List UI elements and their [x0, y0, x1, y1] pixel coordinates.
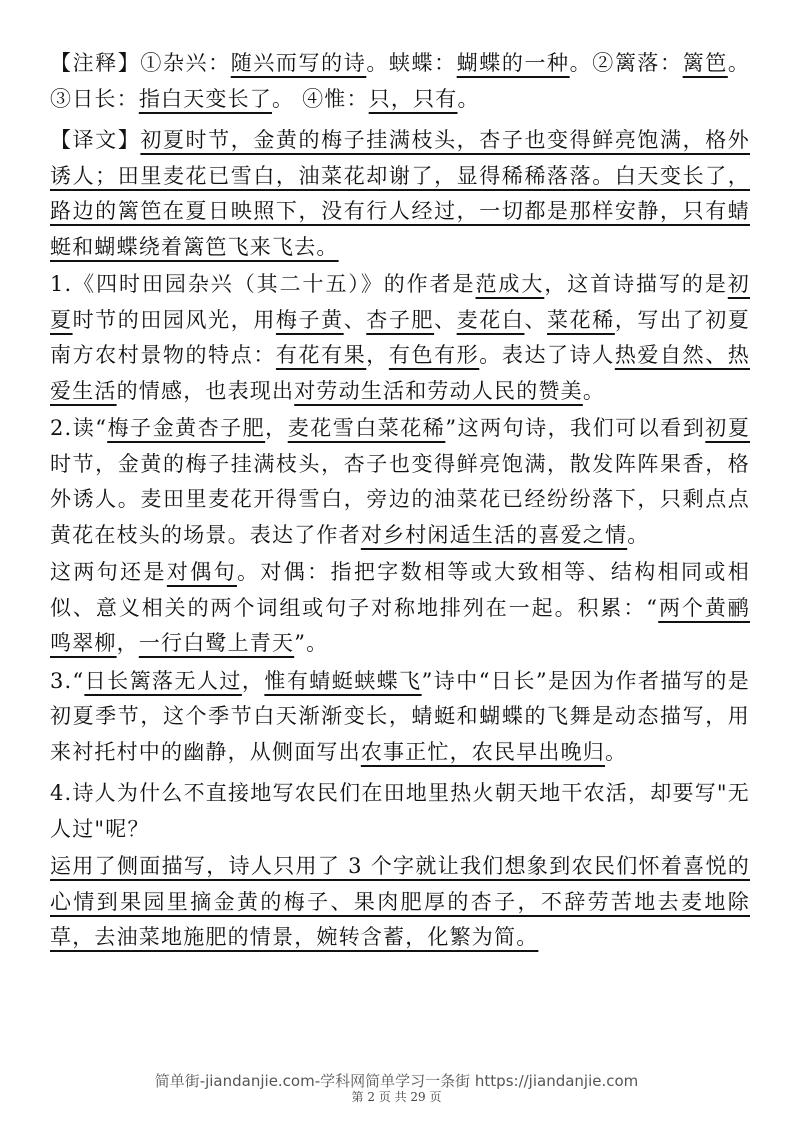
underlined-answer: 一行白鹭上青天: [138, 631, 295, 655]
text-segment: 。 ④惟：: [272, 86, 369, 111]
paragraph-5: [50, 555, 750, 662]
underlined-answer: 麦花白: [456, 307, 525, 332]
text-segment: 这两句还是: [50, 560, 167, 584]
text-segment: 【注释】①杂兴：: [50, 51, 231, 75]
text-segment: 、: [343, 307, 367, 332]
underlined-answer: 初夏时节，金黄的梅子挂满枝头，杏子也变得鲜亮饱满，格外诱人；田里麦花已雪白，油菜花却谢了，显得稀稀落落。白天变长了，路边的篱笆在夏日映照下，没有行人经过，一切都是那样安静，只有蜻蜓和蝴蝶绕着篱笆飞来飞去。: [50, 128, 750, 259]
underlined-answer: 有花有果: [275, 343, 367, 367]
paragraph-8: [50, 849, 750, 956]
text-segment: 。: [627, 522, 650, 547]
text-segment: 3.“: [50, 668, 85, 693]
underlined-answer: 有色有形: [388, 343, 480, 367]
underlined-answer: 指白天变长了: [138, 86, 273, 111]
underlined-answer: 梅子金黄杏子肥: [107, 416, 266, 440]
underlined-answer: 篱笆: [682, 51, 728, 75]
paragraph-4: [50, 411, 750, 553]
text-segment: 、: [434, 307, 457, 332]
underlined-answer: 杏子肥: [366, 307, 435, 332]
underlined-answer: 菜花稀: [547, 307, 615, 332]
underlined-answer: 麦花雪白菜花稀: [287, 416, 446, 440]
underlined-answer: 运用了侧面描写，诗人只用了 3 个字就让我们想象到农民们怀着喜悦的心情到果园里摘金黄的梅子、果肉肥厚的杏子，不辞劳苦地去麦地除草，去油菜地施肥的情景，婉转含蓄，化繁为简。: [50, 854, 750, 949]
text-segment: 2.读“: [50, 416, 108, 440]
text-segment: 。: [582, 378, 606, 403]
document-body: [50, 46, 750, 958]
text-segment: 时节，金黄的梅子挂满枝头，杏子也变得鲜亮饱满，散发阵阵果香，格外诱人。麦田里麦花开得雪白，旁边的油菜花已经纷纷落下，只剩点点黄花在枝头的场景。表达了作者: [50, 451, 750, 547]
underlined-answer: 对劳动生活和劳动人民的赞美: [294, 378, 583, 403]
text-segment: ，: [116, 631, 139, 655]
underlined-answer: 日长篱落无人过: [84, 668, 242, 693]
text-segment: 。蛱蝶：: [366, 51, 457, 75]
text-segment: 时节的田园风光，用: [72, 307, 276, 332]
text-segment: ”诗中“日长”是因为作者描写的是初夏季节，这个季节白天渐渐变长，蜻蜓和蝴蝶的飞舞是动态描写，用来衬托村中的幽静，从侧面写出: [50, 668, 750, 764]
text-segment: 、: [524, 307, 548, 332]
text-segment: ，: [241, 668, 265, 693]
paragraph-2: [50, 123, 750, 265]
paragraph-1: [50, 46, 750, 117]
underlined-answer: 只，只有: [368, 86, 458, 111]
text-segment: 。②篱落：: [569, 51, 683, 75]
text-segment: 。对偶：指把字数相等或大致相等、结构相同或相似、意义相关的两个词组或句子对称地排列在一起。积累：“: [50, 560, 750, 620]
text-segment: ，写出了初夏南方农村景物的特点：: [50, 307, 750, 367]
footer-watermark: 简单街-jiandanjie.com-学科网简单学习一条街 https://jiandanjie.com: [154, 1072, 639, 1090]
text-segment: 4.诗人为什么不直接地写农民们在田地里热火朝天地干农活，却要写"无人过"呢？: [50, 781, 750, 841]
underlined-answer: 随兴而写的诗: [230, 51, 367, 75]
text-segment: 。: [605, 739, 628, 764]
paragraph-6: [50, 664, 750, 771]
underlined-answer: 惟有蜻蜓蛱蝶飞: [264, 668, 422, 693]
text-segment: 【译文】: [50, 128, 141, 152]
text-segment: ，: [265, 416, 288, 440]
text-segment: 1.《四时田园杂兴（其二十五）》的作者是: [50, 272, 476, 296]
text-segment: 。: [457, 86, 480, 111]
underlined-answer: 蝴蝶的一种: [456, 51, 570, 75]
text-segment: ”。: [294, 631, 329, 655]
text-segment: ，: [366, 343, 389, 367]
paragraph-3: [50, 267, 750, 409]
text-segment: 的情感，也表现出: [116, 378, 295, 403]
underlined-answer: 梅子黄: [275, 307, 344, 332]
underlined-answer: 热爱自然、热爱生活: [50, 343, 750, 403]
page-number: 第 2 页 共 29 页: [351, 1090, 442, 1104]
underlined-answer: 初夏: [50, 272, 750, 332]
underlined-answer: 对乡村闲适生活的喜爱之情: [360, 522, 628, 547]
underlined-answer: 范成大: [475, 272, 545, 296]
underlined-answer: 农事正忙，农民早出晚归: [360, 739, 606, 764]
text-segment: ，这首诗描写的是: [544, 272, 728, 296]
text-segment: 。表达了诗人: [479, 343, 615, 367]
text-segment: ”这两句诗，我们可以看到: [445, 416, 706, 440]
underlined-answer: 对偶句: [166, 560, 237, 584]
text-segment: 。③日长：: [50, 51, 751, 111]
underlined-answer: 初夏: [705, 416, 751, 440]
paragraph-7: [50, 776, 750, 847]
underlined-answer: 两个黄鹂鸣翠柳: [50, 595, 750, 655]
